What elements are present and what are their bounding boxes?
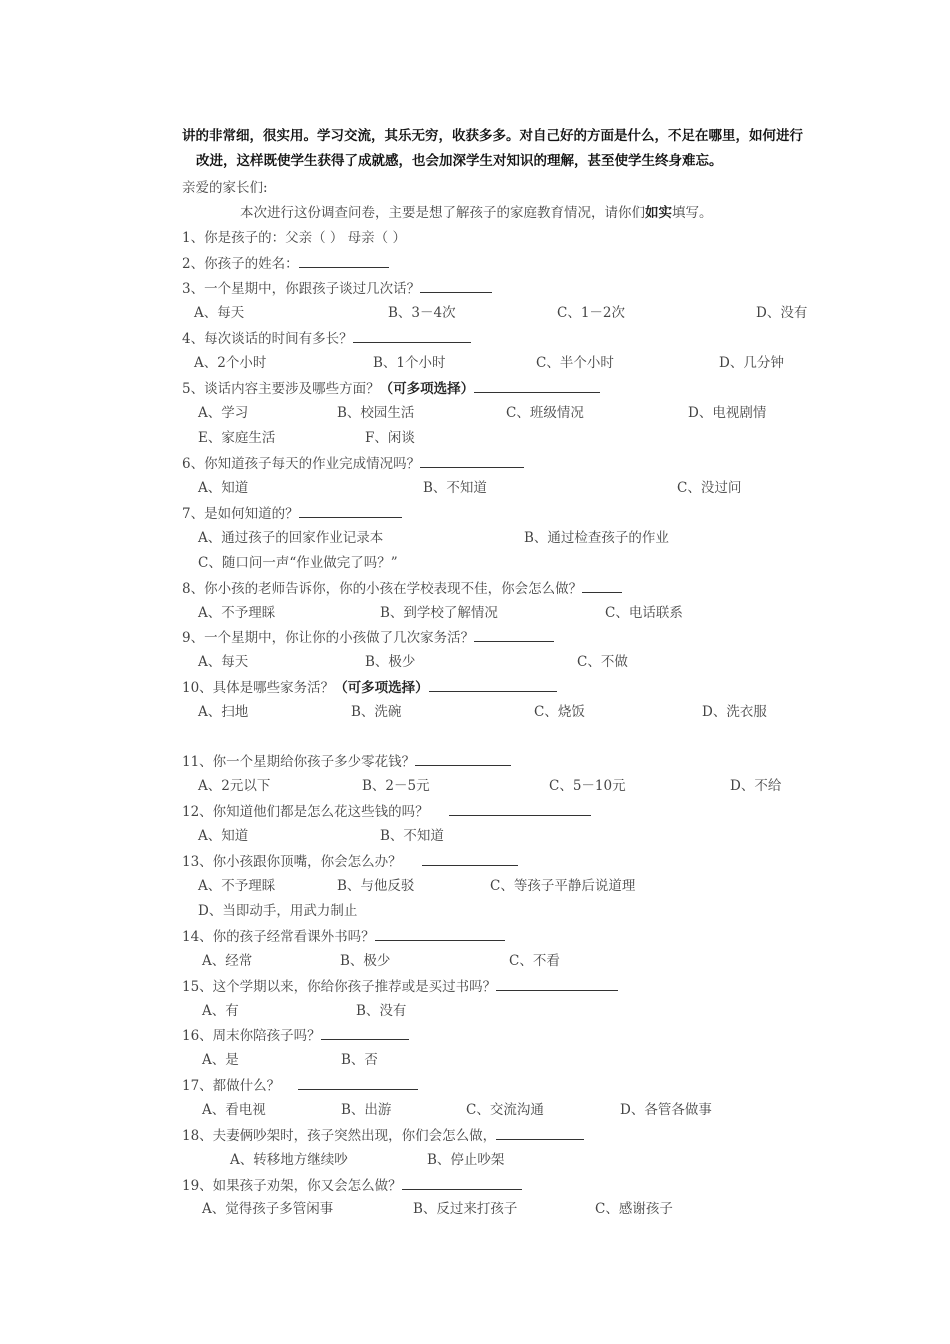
option[interactable]: B、与他反驳 [337,878,415,894]
answer-blank[interactable] [353,329,471,343]
question-9 [182,628,554,647]
question-7 [182,504,402,523]
answer-blank[interactable] [375,927,505,941]
question-10 [182,678,557,697]
option[interactable]: B、校园生活 [337,405,415,421]
answer-blank[interactable] [298,1076,418,1090]
option[interactable]: C、电话联系 [605,605,683,621]
question-8-text: 8、你小孩的老师告诉你，你的小孩在学校表现不佳，你会怎么做？ [182,581,583,597]
option[interactable]: C、不做 [577,654,628,670]
option[interactable]: C、5－10元 [549,778,626,794]
option[interactable]: D、没有 [756,305,808,321]
answer-blank[interactable] [474,628,554,642]
question-12 [182,802,591,821]
intro-line-2: 改进，这样既使学生获得了成就感，也会加深学生对知识的理解，甚至使学生终身难忘。 [196,153,723,169]
answer-blank[interactable] [299,254,389,268]
answer-blank[interactable] [496,1126,584,1140]
question-4-text: 4、每次谈话的时间有多长？ [182,331,353,347]
question-7-text: 7、是如何知道的？ [182,506,299,522]
option[interactable]: C、没过问 [677,480,742,496]
option[interactable]: C、感谢孩子 [595,1201,673,1217]
question-15-text: 15、这个学期以来，你给你孩子推荐或是买过书吗？ [182,979,497,995]
option[interactable]: B、2－5元 [362,778,430,794]
option[interactable]: A、每天 [194,305,245,321]
multi-select-note: （可多项选择） [334,680,429,696]
answer-blank[interactable] [402,1176,522,1190]
question-19-text: 19、如果孩子劝架，你又会怎么做？ [182,1178,402,1194]
option[interactable]: A、有 [202,1003,239,1019]
option[interactable]: B、极少 [340,953,391,969]
question-3 [182,279,492,298]
answer-blank[interactable] [299,504,402,518]
option[interactable]: B、1个小时 [373,355,446,371]
question-16 [182,1026,409,1045]
option[interactable]: A、知道 [198,828,249,844]
option[interactable]: B、停止吵架 [427,1152,505,1168]
option[interactable]: B、出游 [341,1102,392,1118]
option[interactable]: A、2元以下 [198,778,271,794]
question-6-text: 6、你知道孩子每天的作业完成情况吗？ [182,456,421,472]
option[interactable]: C、半个小时 [536,355,614,371]
question-5 [182,379,600,398]
question-3-text: 3、一个星期中，你跟孩子谈过几次话？ [182,281,421,297]
option[interactable]: E、家庭生活 [198,430,276,446]
question-2 [182,254,389,273]
option[interactable]: A、转移地方继续吵 [230,1152,348,1168]
option[interactable]: D、当即动手，用武力制止 [198,903,358,919]
option[interactable]: B、洗碗 [351,704,402,720]
option[interactable]: B、不知道 [423,480,487,496]
question-9-text: 9、一个星期中，你让你的小孩做了几次家务活？ [182,630,475,646]
answer-blank[interactable] [422,852,518,866]
option[interactable]: B、反过来打孩子 [413,1201,518,1217]
option[interactable]: F、闲谈 [365,430,415,446]
greeting: 亲爱的家长们: [182,180,268,196]
option[interactable]: D、电视剧情 [688,405,767,421]
answer-blank[interactable] [474,379,600,393]
option[interactable]: B、否 [341,1052,378,1068]
option[interactable]: B、极少 [365,654,416,670]
option[interactable]: C、等孩子平静后说道理 [490,878,636,894]
option[interactable]: A、2个小时 [194,355,267,371]
multi-select-note: （可多项选择） [379,381,475,397]
question-14-text: 14、你的孩子经常看课外书吗？ [182,929,375,945]
option[interactable]: D、不给 [730,778,782,794]
intro-line-1: 讲的非常细，很实用。学习交流，其乐无穷，收获多多。对自己好的方面是什么，不足在哪里，如何进行 [182,128,803,144]
question-12-text: 12、你知道他们都是怎么花这些钱的吗？ [182,804,429,820]
question-18-text: 18、夫妻俩吵架时，孩子突然出现，你们会怎么做， [182,1128,497,1144]
option[interactable]: B、到学校了解情况 [380,605,498,621]
answer-blank[interactable] [321,1026,409,1040]
option[interactable]: C、交流沟通 [466,1102,544,1118]
question-16-text: 16、周末你陪孩子吗？ [182,1028,321,1044]
question-13-text: 13、你小孩跟你顶嘴，你会怎么办？ [182,854,402,870]
option[interactable]: A、经常 [202,953,253,969]
question-18 [182,1126,584,1145]
option[interactable]: D、几分钟 [719,355,784,371]
option[interactable]: A、扫地 [198,704,249,720]
option[interactable]: B、3－4次 [388,305,456,321]
option[interactable]: C、随口问一声“作业做完了吗？” [198,555,398,571]
question-11-text: 11、你一个星期给你孩子多少零花钱？ [182,754,416,770]
preface [240,204,713,222]
option[interactable]: C、1－2次 [557,305,626,321]
question-6 [182,454,524,473]
option[interactable]: D、各管各做事 [620,1102,712,1118]
question-11 [182,752,511,771]
question-15 [182,977,618,996]
option[interactable]: B、通过检查孩子的作业 [524,530,669,546]
answer-blank[interactable] [449,802,591,816]
option[interactable]: C、不看 [509,953,560,969]
option[interactable]: C、烧饭 [534,704,585,720]
question-10-text: 10、具体是哪些家务活？ [182,680,335,696]
answer-blank[interactable] [429,678,557,692]
option[interactable]: A、看电视 [202,1102,266,1118]
question-17-text: 17、都做什么？ [182,1078,281,1094]
option[interactable]: A、每天 [198,654,249,670]
option[interactable]: B、不知道 [380,828,444,844]
option[interactable]: A、知道 [198,480,249,496]
option[interactable]: A、学习 [198,405,249,421]
option[interactable]: D、洗衣服 [702,704,767,720]
question-1: 1、你是孩子的：父亲（ ） 母亲（ ） [182,230,406,246]
answer-blank[interactable] [420,454,524,468]
question-5-text: 5、谈话内容主要涉及哪些方面？ [182,381,380,397]
option[interactable]: B、没有 [356,1003,407,1019]
option[interactable]: A、是 [202,1052,239,1068]
answer-blank[interactable] [420,279,492,293]
question-8 [182,579,622,598]
question-14 [182,927,505,946]
preface-end: 填写。 [672,205,713,221]
option[interactable]: A、通过孩子的回家作业记录本 [198,530,384,546]
question-17 [182,1076,418,1095]
question-19 [182,1176,522,1195]
option[interactable]: A、不予理睬 [198,878,276,894]
preface-text: 本次进行这份调查问卷，主要是想了解孩子的家庭教育情况，请你们 [240,205,645,221]
option[interactable]: A、觉得孩子多管闲事 [202,1201,334,1217]
answer-blank[interactable] [415,752,511,766]
option[interactable]: C、班级情况 [506,405,584,421]
question-2-text: 2、你孩子的姓名： [182,256,299,272]
answer-blank[interactable] [496,977,618,991]
question-13 [182,852,518,871]
option[interactable]: A、不予理睬 [198,605,276,621]
answer-blank[interactable] [582,579,622,593]
question-4 [182,329,471,348]
preface-bold: 如实 [645,205,672,221]
